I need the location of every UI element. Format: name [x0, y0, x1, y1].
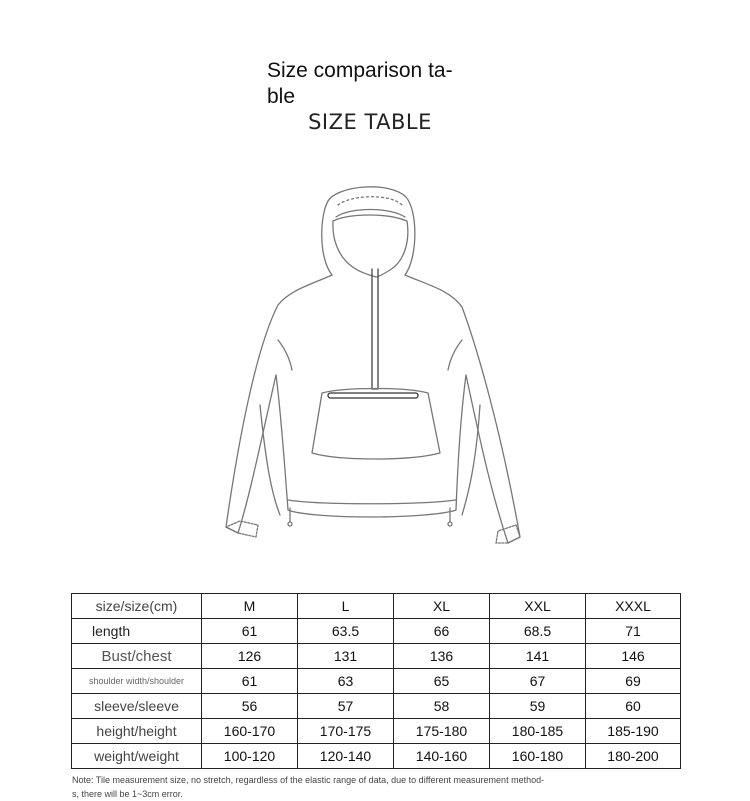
size-table-heading: SIZE TABLE: [308, 110, 432, 134]
row-label: Bust/chest: [72, 644, 202, 669]
left-cuff: [226, 521, 258, 537]
hoodie-illustration: [200, 165, 540, 565]
table-cell: 60: [586, 694, 681, 719]
table-cell: 66: [394, 619, 490, 644]
body-right: [370, 275, 520, 543]
table-cell: 180-200: [586, 744, 681, 769]
zipper: [372, 269, 378, 389]
table-cell: 58: [394, 694, 490, 719]
page-title: [267, 58, 472, 110]
kangaroo-pocket: [312, 389, 440, 460]
table-cell: 67: [490, 669, 586, 694]
pocket-zipper: [328, 393, 418, 398]
table-cell: 120-140: [298, 744, 394, 769]
table-row: [72, 744, 681, 769]
measurement-note: [72, 773, 632, 801]
table-row: [72, 719, 681, 744]
header-size-l: L: [298, 594, 394, 619]
table-cell: 126: [202, 644, 298, 669]
title-line-1: Size comparison ta-: [267, 59, 453, 82]
table-row: [72, 694, 681, 719]
table-row: [72, 644, 681, 669]
header-size-m: M: [202, 594, 298, 619]
table-cell: 100-120: [202, 744, 298, 769]
hood-brim: [336, 210, 405, 218]
table-cell: 175-180: [394, 719, 490, 744]
table-cell: 61: [202, 669, 298, 694]
table-cell: 170-175: [298, 719, 394, 744]
title-line-2: ble: [267, 85, 296, 108]
table-cell: 63: [298, 669, 394, 694]
header-size-xl: XL: [394, 594, 490, 619]
row-label: length: [72, 619, 202, 644]
table-row: [72, 619, 681, 644]
table-cell: 71: [586, 619, 681, 644]
table-cell: 140-160: [394, 744, 490, 769]
table-cell: 57: [298, 694, 394, 719]
table-cell: 146: [586, 644, 681, 669]
right-cuff: [496, 525, 520, 543]
table-cell: 136: [394, 644, 490, 669]
table-cell: 68.5: [490, 619, 586, 644]
size-table: [71, 593, 681, 769]
table-cell: 69: [586, 669, 681, 694]
table-cell: 141: [490, 644, 586, 669]
table-cell: 131: [298, 644, 394, 669]
table-cell: 59: [490, 694, 586, 719]
table-cell: 63.5: [298, 619, 394, 644]
table-cell: 65: [394, 669, 490, 694]
header-size-xxxl: XXXL: [586, 594, 681, 619]
table-cell: 61: [202, 619, 298, 644]
table-cell: 56: [202, 694, 298, 719]
row-label: height/height: [72, 719, 202, 744]
row-label: sleeve/sleeve: [72, 694, 202, 719]
table-row: [72, 669, 681, 694]
header-size-xxl: XXL: [490, 594, 586, 619]
note-line-2: s, there will be 1~3cm error.: [72, 789, 183, 799]
table-cell: 185-190: [586, 719, 681, 744]
hood-outline: [322, 187, 415, 275]
hood-opening: [333, 215, 408, 277]
table-cell: 180-185: [490, 719, 586, 744]
table-cell: 160-170: [202, 719, 298, 744]
header-label: size/size(cm): [72, 594, 202, 619]
table-cell: 160-180: [490, 744, 586, 769]
table-header-row: [72, 594, 681, 619]
row-label: shoulder width/shoulder: [72, 669, 202, 694]
note-line-1: Note: Tile measurement size, no stretch, regardless of the elastic range of data, due to different measurement method-: [72, 775, 545, 785]
body-left: [226, 275, 370, 533]
row-label: weight/weight: [72, 744, 202, 769]
